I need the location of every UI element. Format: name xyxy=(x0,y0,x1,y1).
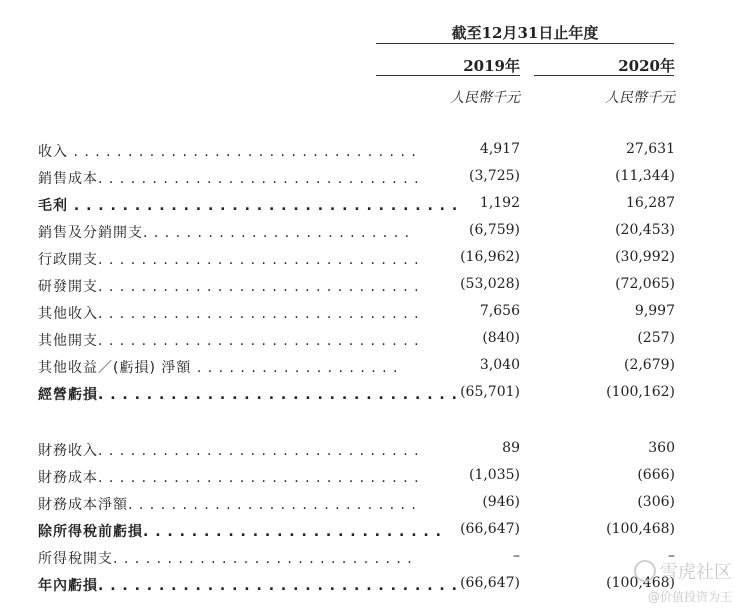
value-2019: (16,962) xyxy=(460,249,520,265)
unit-2019: 人民幣千元 xyxy=(450,90,520,106)
table-row xyxy=(38,249,684,276)
row-label: 除所得稅前虧損. . . . . . . . . . . . . . . . . . . . . . . . . xyxy=(38,524,442,540)
table-row xyxy=(38,276,684,303)
value-2019: 1,192 xyxy=(479,195,520,211)
table-row xyxy=(38,521,684,548)
value-2019: (65,701) xyxy=(460,384,520,400)
row-label: 財務成本. . . . . . . . . . . . . . . . . . . . . . . . . . . . . . xyxy=(38,470,420,486)
value-2019: (6,759) xyxy=(468,222,520,238)
value-2020: (2,679) xyxy=(623,357,675,373)
table-row xyxy=(38,303,684,330)
table-row xyxy=(38,467,684,494)
table-row xyxy=(38,575,684,602)
row-label: 其他開支. . . . . . . . . . . . . . . . . . . . . . . . . . . . . . xyxy=(38,333,420,349)
row-label: 財務收入. . . . . . . . . . . . . . . . . . . . . . . . . . . . . . xyxy=(38,443,420,459)
snowball-logo-icon xyxy=(634,560,656,582)
table-row xyxy=(38,195,684,222)
value-2020: (20,453) xyxy=(615,222,675,238)
table-row xyxy=(38,494,684,521)
value-2020: (30,992) xyxy=(615,249,675,265)
table-row xyxy=(38,548,684,575)
row-label: 銷售及分銷開支. . . . . . . . . . . . . . . . . . . . . . . . . xyxy=(38,225,411,241)
watermark-sub: @价值投资为王 xyxy=(647,590,732,604)
table-row xyxy=(38,222,684,249)
row-label: 年內虧損. . . . . . . . . . . . . . . . . . . . . . . . . . . . . . xyxy=(38,578,458,594)
value-2020: (666) xyxy=(637,467,675,483)
value-2020: (100,468) xyxy=(606,575,675,591)
value-2020: (11,344) xyxy=(615,168,675,184)
value-2020: (306) xyxy=(637,494,675,510)
period-underline xyxy=(376,43,674,44)
value-2020: (72,065) xyxy=(615,276,675,292)
table-row xyxy=(38,440,684,467)
row-label: 銷售成本. . . . . . . . . . . . . . . . . . . . . . . . . . . . . . xyxy=(38,171,420,187)
value-2020: 27,631 xyxy=(626,141,675,157)
row-label: 財務成本淨額. . . . . . . . . . . . . . . . . . . . . . . . . . . xyxy=(38,497,417,513)
value-2019: 89 xyxy=(502,440,520,456)
value-2019: 3,040 xyxy=(479,357,520,373)
value-2019: (1,035) xyxy=(468,467,520,483)
value-2019: (3,725) xyxy=(468,168,520,184)
year-2019-header: 2019年 xyxy=(463,57,520,75)
period-header: 截至12月31日止年度 xyxy=(451,24,599,42)
value-2020: – xyxy=(668,548,675,564)
row-label: 毛利 . . . . . . . . . . . . . . . . . . . . . . . . . . . . . . . . xyxy=(38,198,459,214)
value-2020: 360 xyxy=(648,440,675,456)
value-2019: 7,656 xyxy=(479,303,520,319)
table-row xyxy=(38,141,684,168)
value-2020: (100,162) xyxy=(606,384,675,400)
row-label: 行政開支. . . . . . . . . . . . . . . . . . . . . . . . . . . . . . xyxy=(38,252,420,268)
value-2019: – xyxy=(513,548,520,564)
table-row xyxy=(38,357,684,384)
value-2019: (66,647) xyxy=(460,521,520,537)
row-label: 收入 . . . . . . . . . . . . . . . . . . . . . . . . . . . . . . . . xyxy=(38,144,417,160)
value-2019: (66,647) xyxy=(460,575,520,591)
year-2020-underline xyxy=(534,75,674,76)
table-row xyxy=(38,168,684,195)
row-label: 研發開支. . . . . . . . . . . . . . . . . . . . . . . . . . . . . . xyxy=(38,279,420,295)
watermark-main: 雪虎社区 xyxy=(660,562,732,583)
value-2019: (946) xyxy=(482,494,520,510)
value-2019: 4,917 xyxy=(479,141,520,157)
table-row xyxy=(38,330,684,357)
year-2020-header: 2020年 xyxy=(618,57,675,75)
value-2020: (100,468) xyxy=(606,521,675,537)
unit-2020: 人民幣千元 xyxy=(605,90,675,106)
value-2020: 16,287 xyxy=(626,195,675,211)
value-2020: 9,997 xyxy=(634,303,675,319)
table-row xyxy=(38,384,684,411)
row-label: 其他收入. . . . . . . . . . . . . . . . . . . . . . . . . . . . . . xyxy=(38,306,420,322)
row-label: 經營虧損. . . . . . . . . . . . . . . . . . . . . . . . . . . . . . xyxy=(38,387,458,403)
value-2019: (840) xyxy=(482,330,520,346)
value-2019: (53,028) xyxy=(460,276,520,292)
year-2019-underline xyxy=(376,75,520,76)
row-label: 其他收益／(虧損) 淨額 . . . . . . . . . . . . . . . . . . . xyxy=(38,360,399,376)
row-label: 所得稅開支. . . . . . . . . . . . . . . . . . . . . . . . . . . . xyxy=(38,551,413,567)
watermark xyxy=(634,558,732,605)
value-2020: (257) xyxy=(637,330,675,346)
